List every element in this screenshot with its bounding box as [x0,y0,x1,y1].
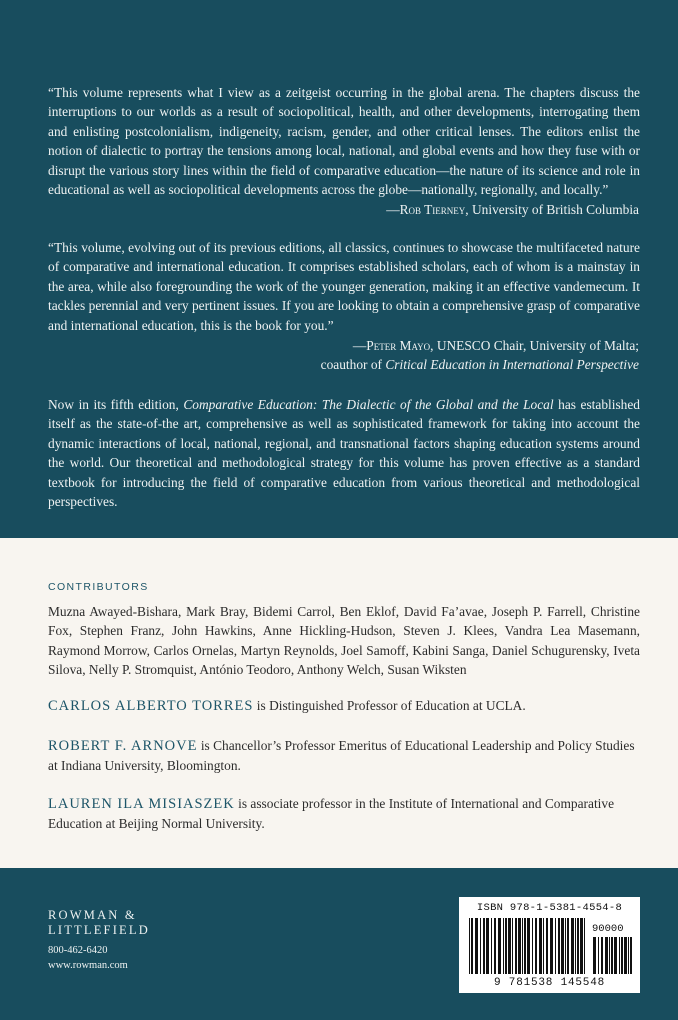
price-code-text: 90000 [592,923,624,935]
barcode-bar [558,918,560,974]
barcode-bar [584,918,585,974]
barcode-bar [524,918,526,974]
barcode-bar [469,918,470,974]
ean-barcode-bars [467,918,587,974]
publisher-phone: 800-462-6420 [48,945,108,956]
editor-bio-3 [48,794,640,834]
editor-name: CARLOS ALBERTO TORRES [48,698,254,714]
credit-prefix: coauthor of [320,357,386,372]
barcode-bar [471,918,473,974]
review-attribution-2 [353,336,639,355]
barcode-bar [577,918,579,974]
barcode-bar [532,918,533,974]
barcode-bar [494,918,496,974]
editor-bio-1 [48,696,640,716]
barcode-bar [619,937,620,974]
barcode-bar [535,918,537,974]
barcode-bar [605,937,608,974]
barcode-bar [518,918,521,974]
description-book-title: Comparative Education: The Dialectic of the Global and the Local [183,397,554,412]
barcode-bar [475,918,478,974]
publisher-logo-line-2: LITTLEFIELD [48,923,150,937]
contributors-heading: CONTRIBUTORS [48,581,149,593]
ean-number-text: 9 781538 145548 [493,977,606,989]
publisher-contact [48,943,128,973]
barcode-bar [498,918,501,974]
barcode-bar [575,918,576,974]
review-attribution-2-credit [321,355,639,374]
barcode-bar [601,937,603,974]
barcode-bar [491,918,492,974]
editor-description: is Chancellor’s Professor Emeritus of Educational Leadership and Policy Studies at Indiana University, Bloomington. [48,738,635,774]
barcode-bar [621,937,623,974]
isbn-barcode [459,897,640,993]
barcode-bar [503,918,504,974]
reviewer-name: Peter Mayo [366,338,431,353]
barcode-bar [483,918,485,974]
review-attribution-1 [386,200,639,219]
barcode-bar [565,918,566,974]
editor-bio-2 [48,736,640,776]
barcode-bar [508,918,511,974]
book-description [48,395,640,511]
editor-description: is associate professor in the Institute of International and Comparative Education at Beijing Normal University. [48,796,615,832]
barcode-bar [580,918,583,974]
barcode-bar [611,937,613,974]
barcode-bar [512,918,513,974]
contributors-list: Muzna Awayed-Bishara, Mark Bray, Bidemi Carrol, Ben Eklof, David Fa’avae, Joseph P. Farrell, Christine Fox, Stephen Franz, John Hawkins, Anne Hickling-Hudson, Steven J. Klees, Vandra Lea Masemann, Raymond Morrow, Carlos Ornelas, Martyn Reynolds, Joel Samoff, Kabini Sanga, Daniel Schugurensky, Iveta Silova, Nelly P. Stromquist, António Teodoro, Anthony Welch, Susan Wiksten [48,604,640,678]
price-barcode-bars [591,937,633,974]
editor-name: LAUREN ILA MISIASZEK [48,796,235,812]
barcode-bar [598,937,599,974]
publisher-logo [48,908,150,938]
barcode-bar [543,918,544,974]
contributors-panel [0,538,678,868]
barcode-bar [628,937,629,974]
barcode-bar [593,937,596,974]
barcode-bar [546,918,548,974]
barcode-bar [561,918,564,974]
barcode-bar [527,918,530,974]
credit-book-title: Critical Education in International Perspective [385,357,639,372]
reviewer-name: Rob Tierney [399,202,466,217]
barcode-bar [624,937,627,974]
publisher-logo-line-1: ROWMAN & [48,908,137,922]
review-quote-2: “This volume, evolving out of its previous editions, all classics, continues to showcase the multifaceted nature of comparative and international education. It comprises established scholars, each of whom is a mainstay in the area, while also foregrounding the work of the younger generation, making it an effective vandemecum. It tackles perennial and very pertinent issues. If you are looking to obtain a comprehensive grasp of comparative and international education, this is the book for you.” [48,240,640,333]
publisher-website: www.rowman.com [48,960,128,971]
barcode-bar [630,937,632,974]
attribution-dash: — [352,338,367,353]
editor-name: ROBERT F. ARNOVE [48,738,198,754]
barcode-bar [550,918,553,974]
description-post: has established itself as the state-of-the art, comprehensive as well as sophisticated framework for taking into account the dynamic interactions of local, national, regional, and transnational factors shaping education systems around the world. Our theoretical and methodological strategy for this volume has proven effective as a standard textbook for introducing the field of comparative education from various theoretical and methodological perspectives. [48,397,640,510]
barcode-bar [539,918,542,974]
review-quote-1: “This volume represents what I view as a zeitgeist occurring in the global arena. The chapters discuss the interruptions to our worlds as a result of sociopolitical, health, and other developments, interrogating them and enlisting postcolonialism, indigeneity, racism, gender, and other critical lenses. The editors enlist the notion of dialectic to portray the tensions among local, national, and global events and how they fuse with or disrupt the various story lines within the field of comparative education—the nature of its science and role in educational as well as sociopolitical developments across the globe—nationally, regionally, and locally.” [48,85,640,198]
reviewer-affiliation: , UNESCO Chair, University of Malta; [430,338,639,353]
reviewer-affiliation: , University of British Columbia [465,202,639,217]
barcode-bar [515,918,517,974]
barcode-bar [571,918,574,974]
footer-panel [0,868,678,1020]
attribution-dash: — [386,202,400,217]
barcode-bar [505,918,507,974]
barcode-bar [522,918,523,974]
isbn-text: ISBN 978-1-5381-4554-8 [476,902,623,914]
barcode-bar [609,937,610,974]
barcode-bar [614,937,617,974]
barcode-bar [555,918,556,974]
barcode-bar [486,918,489,974]
editor-description: is Distinguished Professor of Education at UCLA. [253,698,526,713]
barcode-bar [480,918,481,974]
barcode-bar [567,918,569,974]
description-pre: Now in its fifth edition, [48,397,184,412]
